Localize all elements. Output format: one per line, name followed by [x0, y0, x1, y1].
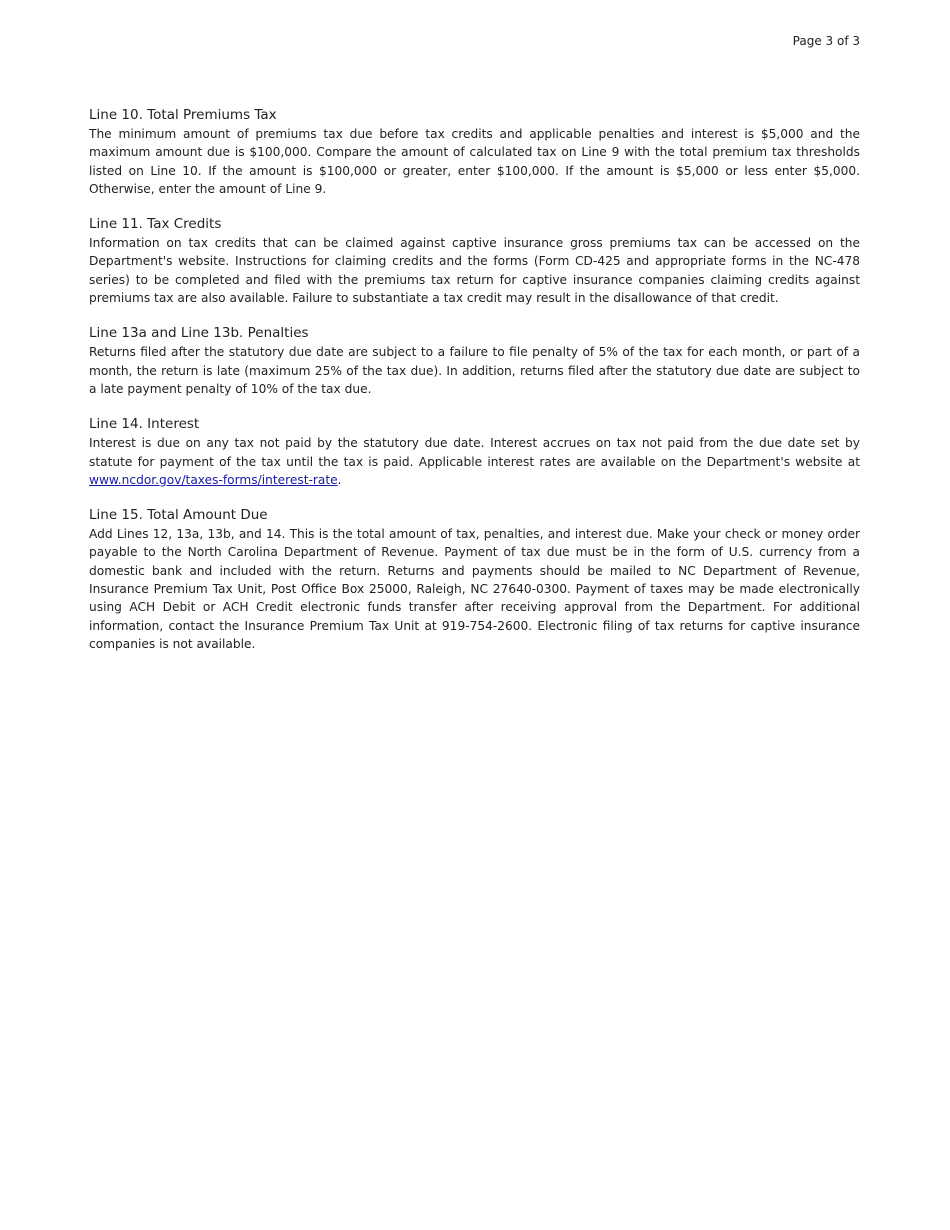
- section-line-11: [89, 215, 860, 307]
- section-line-14: [89, 415, 860, 489]
- section-body-text: Interest is due on any tax not paid by the statutory due date. Interest accrues on tax not paid from the due date set by statute for payment of the tax until the tax is paid. Applicable interest rates are available on the Department's website at: [89, 436, 860, 469]
- page-number: Page 3 of 3: [792, 34, 860, 48]
- section-title: Line 15. Total Amount Due: [89, 507, 268, 524]
- section-body-text-end: .: [337, 472, 342, 487]
- section-line-15: [89, 506, 860, 653]
- section-body: Returns filed after the statutory due date are subject to a failure to file penalty of 5% of the tax for each month, or part of a month, the return is late (maximum 25% of the tax due). In addition, returns filed after the statutory due date are subject to a late payment penalty of 10% of the tax due.: [89, 345, 860, 396]
- section-line-10: [89, 106, 860, 198]
- section-line-13: [89, 324, 860, 398]
- instructions-content: [89, 106, 860, 670]
- section-title: Line 10. Total Premiums Tax: [89, 107, 277, 123]
- interest-rate-link[interactable]: www.ncdor.gov/taxes-forms/interest-rate: [89, 472, 338, 487]
- section-body: [89, 434, 860, 489]
- section-body: Information on tax credits that can be claimed against captive insurance gross premiums tax can be accessed on the Department's website. Instructions for claiming credits and the forms (Form CD-425 and appropriate forms in the NC-478 series) to be completed and filed with the premiums tax return for captive insurance companies claiming credits against premiums tax are also available. Failure to substantiate a tax credit may result in the disallowance of that credit.: [89, 236, 860, 306]
- section-title: Line 11. Tax Credits: [89, 216, 222, 233]
- section-body: Add Lines 12, 13a, 13b, and 14. This is the total amount of tax, penalties, and interest due. Make your check or money order payable to the North Carolina Department of Revenue. Payment of tax due must be in the form of U.S. currency from a domestic bank and included with the return. Returns and payments should be mailed to NC Department of Revenue, Insurance Premium Tax Unit, Post Office Box 25000, Raleigh, NC 27640-0300. Payment of taxes may be made electronically using ACH Debit or ACH Credit electronic funds transfer after receiving approval from the Department. For additional information, contact the Insurance Premium Tax Unit at 919-754-2600. Electronic filing of tax returns for captive insurance companies is not available.: [89, 527, 860, 651]
- section-title: Line 13a and Line 13b. Penalties: [89, 325, 309, 342]
- section-title: Line 14. Interest: [89, 416, 200, 433]
- section-body: The minimum amount of premiums tax due before tax credits and applicable penalties and interest is $5,000 and the maximum amount due is $100,000. Compare the amount of calculated tax on Line 9 with the total premium tax thresholds listed on Line 10. If the amount is $100,000 or greater, enter $100,000. If the amount is $5,000 or less enter $5,000. Otherwise, enter the amount of Line 9.: [89, 127, 860, 196]
